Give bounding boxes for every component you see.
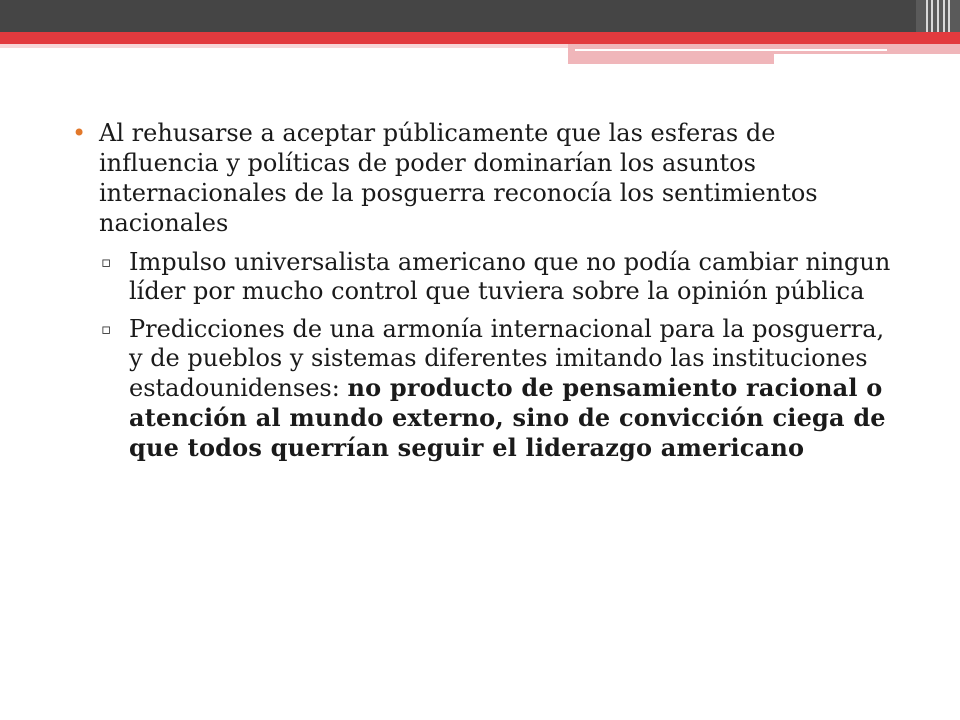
sub-bullet-square-icon: ▫ xyxy=(101,320,112,338)
slide-content xyxy=(72,118,902,463)
sub-bullet-item xyxy=(72,315,902,463)
bullet-item xyxy=(72,118,902,238)
sub-bullet-text: Impulso universalista americano que no podía cambiar ningun líder por mucho control que tuviera sobre la opinión pública xyxy=(129,248,891,305)
sub-bullet-item xyxy=(72,248,902,306)
bullet-text: Al rehusarse a aceptar públicamente que las esferas de influencia y políticas de poder dominarían los asuntos internacionales de la posguerra reconocía los sentimientos nacionales xyxy=(99,119,818,237)
header-dark-bar xyxy=(0,0,960,32)
header-pink-strip xyxy=(568,54,774,64)
header-red-bar xyxy=(0,32,960,44)
header-white-line xyxy=(575,49,887,51)
sub-bullet-square-icon: ▫ xyxy=(101,253,112,271)
sub-bullet-text: Predicciones de una armonía internacional para la posguerra, y de pueblos y sistemas diferentes imitando las instituciones estadounidenses: xyxy=(129,315,885,402)
sub-bullet-bold-text: no producto de pensamiento racional o atención al mundo externo, sino de convicción ciega de que todos querrían seguir el liderazgo americano xyxy=(129,373,886,462)
bullet-dot-icon: • xyxy=(72,119,87,147)
